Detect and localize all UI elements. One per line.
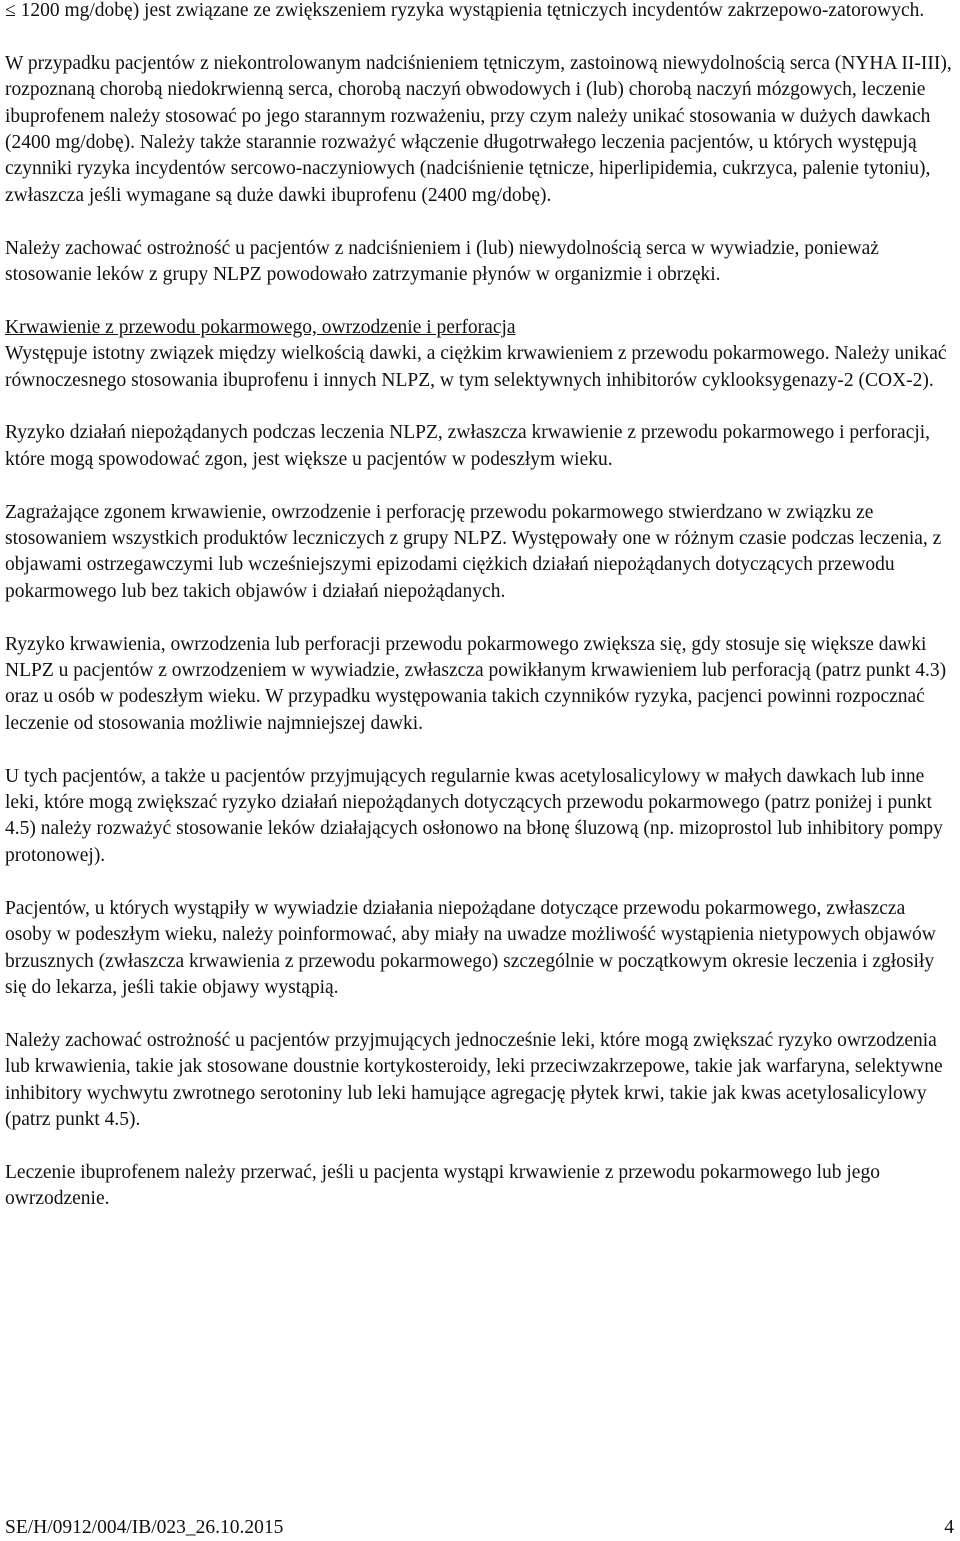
paragraph: W przypadku pacjentów z niekontrolowanym nadciśnieniem tętniczym, zastoinową niewydolnością serca (NYHA II-III), rozpoznaną chorobą niedokrwienną serca, chorobą naczyń obwodowych i (lub) chorobą naczyń mózgowych, leczenie ibuprofenem należy stosować po jego starannym rozważeniu, przy czym należy unikać stosowania w dużych dawkach (2400 mg/dobę). Należy także starannie rozważyć włączenie długotrwałego leczenia pacjentów, u których występują czynniki ryzyka incydentów sercowo-naczyniowych (nadciśnienie tętnicze, hiperlipidemia, cukrzyca, palenie tytoniu), zwłaszcza jeśli wymagane są duże dawki ibuprofenu (2400 mg/dobę). — [5, 52, 952, 206]
paragraph: Leczenie ibuprofenem należy przerwać, jeśli u pacjenta wystąpi krwawienie z przewodu pokarmowego lub jego owrzodzenie. — [5, 1161, 880, 1210]
paragraph: U tych pacjentów, a także u pacjentów przyjmujących regularnie kwas acetylosalicylowy w małych dawkach lub inne leki, które mogą zwiększać ryzyko działań niepożądanych dotyczących przewodu pokarmowego (patrz poniżej i punkt 4.5) należy rozważyć stosowanie leków działających osłonowo na błonę śluzową (np. mizoprostol lub inhibitory pompy protonowej). — [5, 765, 943, 866]
page-footer — [5, 1515, 954, 1541]
page-number: 4 — [944, 1517, 954, 1538]
paragraph: Ryzyko działań niepożądanych podczas leczenia NLPZ, zwłaszcza krwawienie z przewodu pokarmowego i perforacji, które mogą spowodować zgon, jest większe u pacjentów w podeszłym wieku. — [5, 422, 931, 470]
paragraph: Pacjentów, u których wystąpiły w wywiadzie działania niepożądane dotyczące przewodu pokarmowego, zwłaszcza osoby w podeszłym wieku, należy poinformować, aby miały na uwadze możliwość wystąpienia nietypowych objawów brzusznych (zwłaszcza krwawienia z przewodu pokarmowego) szczególnie w początkowym okresie leczenia i zgłosiły się do lekarza, jeśli takie objawy wystąpią. — [5, 897, 936, 998]
paragraph: Ryzyko krwawienia, owrzodzenia lub perforacji przewodu pokarmowego zwiększa się, gdy stosuje się większe dawki NLPZ u pacjentów z owrzodzeniem w wywiadzie, zwłaszcza powikłanym krwawieniem lub perforacją (patrz punkt 4.3) oraz u osób w podeszłym wieku. W przypadku występowania takich czynników ryzyka, pacjenci powinni rozpocznać leczenie od stosowania możliwie najmniejszej dawki. — [5, 633, 947, 734]
paragraph: Należy zachować ostrożność u pacjentów przyjmujących jednocześnie leki, które mogą zwiększać ryzyko owrzodzenia lub krwawienia, takie jak stosowane doustnie kortykosteroidy, leki przeciwzakrzepowe, takie jak warfaryna, selektywne inhibitory wychwytu zwrotnego serotoniny lub leki hamujące agregację płytek krwi, takie jak kwas acetylosalicylowy (patrz punkt 4.5). — [5, 1029, 943, 1130]
paragraph: Występuje istotny związek między wielkością dawki, a ciężkim krwawieniem z przewodu pokarmowego. Należy unikać równoczesnego stosowania ibuprofenu i innych NLPZ, w tym selektywnych inhibitorów cyklooksygenazy-2 (COX-2). — [5, 343, 947, 391]
document-body — [5, 0, 953, 1213]
paragraph: Należy zachować ostrożność u pacjentów z nadciśnieniem i (lub) niewydolnością serca w wywiadzie, ponieważ stosowanie leków z grupy NLPZ powodowało zatrzymanie płynów w organizmie i obrzęki. — [5, 237, 879, 286]
document-id: SE/H/0912/004/IB/023_26.10.2015 — [5, 1517, 284, 1538]
paragraph: Zagrażające zgonem krwawienie, owrzodzenie i perforację przewodu pokarmowego stwierdzano w związku ze stosowaniem wszystkich produktów leczniczych z grupy NLPZ. Występowały one w różnym czasie podczas leczenia, z objawami ostrzegawczymi lub wcześniejszymi epizodami ciężkich działań niepożądanych dotyczących przewodu pokarmowego lub bez takich objawów i działań niepożądanych. — [5, 501, 942, 602]
section-heading: Krwawienie z przewodu pokarmowego, owrzodzenie i perforacja — [5, 316, 516, 338]
paragraph: ≤ 1200 mg/dobę) jest związane ze zwiększeniem ryzyka wystąpienia tętniczych incydentów zakrzepowo-zatorowych. — [5, 0, 925, 21]
